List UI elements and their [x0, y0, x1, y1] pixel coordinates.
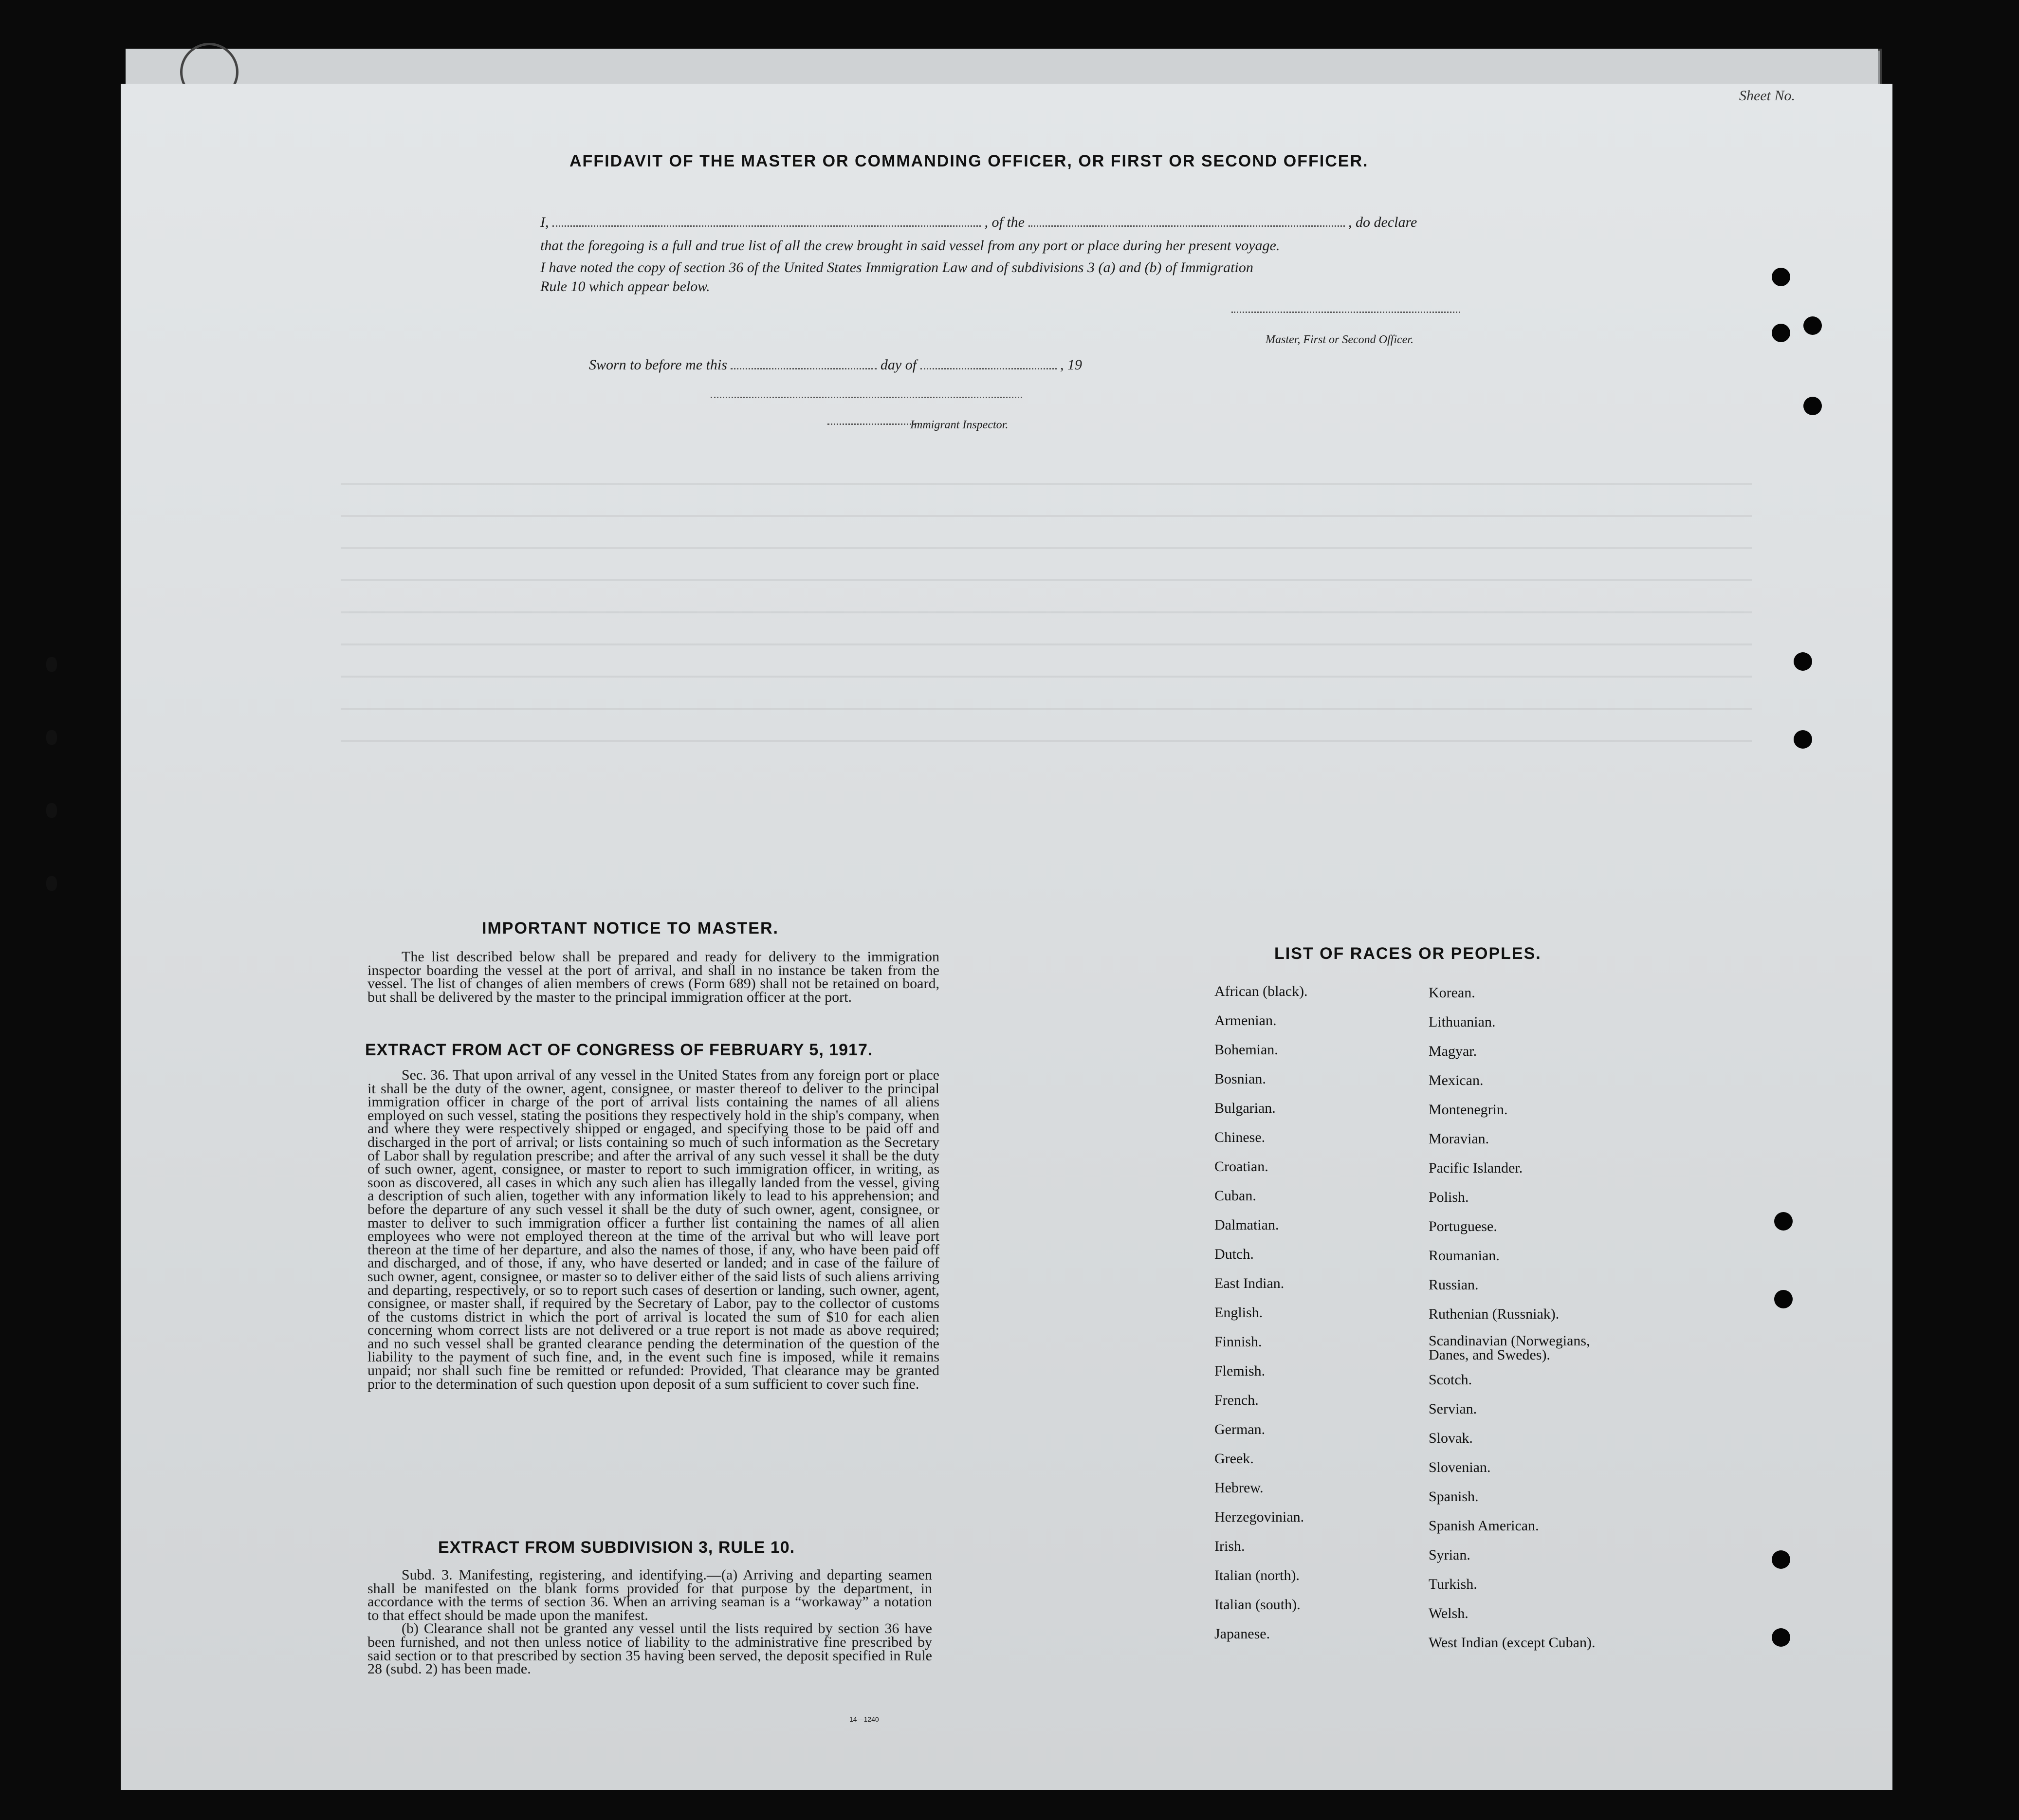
punch-hole-icon: [1803, 397, 1822, 415]
affidavit-line3: Rule 10 which appear below.: [540, 278, 710, 294]
race-right-item: Ruthenian (Russniak).: [1429, 1306, 1560, 1322]
race-right-item: Magyar.: [1429, 1043, 1477, 1059]
punch-hole-icon: [1772, 1550, 1790, 1569]
race-left-item: Italian (north).: [1214, 1567, 1300, 1583]
affidavit-line1: that the foregoing is a full and true list of all the crew brought in said vessel from any port or place during her present voyage.: [540, 238, 1280, 254]
race-left-item: French.: [1214, 1392, 1259, 1408]
extract-rule-text-a: Subd. 3. Manifesting, registering, and identifying.—(a) Arriving and departing seamen shall be manifested on the blank forms provided for that purpose by the department, in accordance with the terms of section 36. When an arriving seaman is a “workaway” a notation to that effect should be made upon the manifest.: [367, 1567, 932, 1623]
race-right-item: Slovenian.: [1429, 1459, 1491, 1475]
race-right-item: Syrian.: [1429, 1547, 1470, 1563]
race-right-item: West Indian (except Cuban).: [1429, 1635, 1596, 1651]
extract-rule-title: EXTRACT FROM SUBDIVISION 3, RULE 10.: [438, 1538, 795, 1557]
name-field[interactable]: [552, 225, 981, 227]
punch-hole-icon: [1794, 730, 1812, 749]
race-right-item: Welsh.: [1429, 1605, 1468, 1621]
race-left-item: Italian (south).: [1214, 1597, 1301, 1613]
race-left-item: German.: [1214, 1421, 1266, 1437]
form-number: 14—1240: [849, 1715, 879, 1723]
sworn-month-field[interactable]: [920, 368, 1057, 369]
race-right-item: Turkish.: [1429, 1576, 1477, 1592]
punch-hole-icon: [1774, 1212, 1793, 1231]
of-the-label: , of the: [984, 214, 1025, 230]
notice-section: [367, 950, 939, 1004]
binding-mark-icon: [46, 657, 57, 672]
punch-hole-icon: [1772, 324, 1790, 342]
vessel-field[interactable]: [1028, 225, 1345, 227]
races-left-column: [1214, 983, 1448, 1655]
sworn-day-field[interactable]: [731, 368, 877, 369]
race-left-item: English.: [1214, 1305, 1263, 1321]
race-right-item: Mexican.: [1429, 1072, 1484, 1088]
race-left-item: East Indian.: [1214, 1275, 1285, 1291]
notice-title: IMPORTANT NOTICE TO MASTER.: [482, 919, 779, 938]
race-left-item: Bulgarian.: [1214, 1100, 1276, 1116]
master-signature-label: Master, First or Second Officer.: [1266, 333, 1413, 346]
race-right-item: Pacific Islander.: [1429, 1160, 1523, 1176]
binding-mark-icon: [46, 803, 57, 818]
sheet-label: Sheet No.: [1739, 88, 1795, 104]
race-right-item: Polish.: [1429, 1189, 1469, 1205]
race-right-item: Russian.: [1429, 1277, 1479, 1293]
race-right-item: Lithuanian.: [1429, 1014, 1496, 1030]
extract-rule-text-b: (b) Clearance shall not be granted any vessel until the lists required by section 36 have been furnished, and not then unless notice of liability to the administrative fine prescribed by said section or to that prescribed by section 35 having been served, the deposit specified in Rule 28 (subd. 2) has been made.: [367, 1620, 932, 1677]
race-right-item: Montenegrin.: [1429, 1102, 1508, 1118]
race-right-item: Roumanian.: [1429, 1248, 1500, 1264]
inspector-signature-field-2[interactable]: [827, 423, 915, 425]
extract-act-title: EXTRACT FROM ACT OF CONGRESS OF FEBRUARY 5, 1917.: [365, 1041, 873, 1059]
affidavit-title: AFFIDAVIT OF THE MASTER OR COMMANDING OFFICER, OR FIRST OR SECOND OFFICER.: [569, 152, 1369, 170]
races-right-column: [1429, 986, 1662, 1657]
race-left-item: Irish.: [1214, 1538, 1245, 1554]
affidavit-declaration-line: [540, 214, 1489, 231]
race-left-item: Bosnian.: [1214, 1071, 1266, 1087]
race-left-item: Dutch.: [1214, 1246, 1254, 1262]
extract-act-text: Sec. 36. That upon arrival of any vessel in the United States from any foreign port or place it shall be the duty of the owner, agent, consignee, or master thereof to deliver to the principal immigration officer in charge of the port of arrival lists containing the names of all aliens employed on such vessel, stating the positions they respectively hold in the ship's company, when and where they were respectively shipped or engaged, and specifying those to be paid off and discharged in the port of arrival; or lists containing so much of such information as the Secretary of Labor shall by regulation prescribe; and after the arrival of any such vessel it shall be the duty of such owner, agent, consignee, or master to report to such immigration officer, in writing, as soon as discovered, all cases in which any such alien has illegally landed from the vessel, giving a description of such alien, together with any information likely to lead to his apprehension; and before the departure of any such vessel it shall be the duty of such owner, agent, consignee, or master to deliver to such immigration officer a further list containing the names of all alien employees who were not employed thereon at the time of the arrival but who will leave port thereon at the time of her departure, and also the names of those, if any, who have been paid off and discharged, and of those, if any, who have deserted or landed; and in case of the failure of such owner, agent, consignee, or master so to deliver either of the said lists of such aliens arriving and departing, respectively, or so to report such cases of desertion or landing, such owner, agent, consignee, or master shall, if required by the Secretary of Labor, pay to the collector of customs of the customs district in which the port of arrival is located the sum of $10 for each alien concerning whom correct lists are not delivered or a true report is not made as above required; and no such vessel shall be granted clearance pending the determination of the question of the liability to the payment of such fine, and, in the event such fine is imposed, while it remains unpaid; nor shall such fine be remitted or refunded: Provided, That clearance may be granted prior to the determination of such question upon deposit of a sum sufficient to cover such fine.: [367, 1067, 939, 1392]
i-label: I,: [540, 214, 549, 230]
race-right-item: Korean.: [1429, 985, 1475, 1001]
do-declare-label: , do declare: [1348, 214, 1417, 230]
races-title: LIST OF RACES OR PEOPLES.: [1274, 944, 1542, 963]
race-right-item: Spanish.: [1429, 1489, 1479, 1505]
punch-hole-icon: [1772, 268, 1790, 286]
race-left-item: Armenian.: [1214, 1012, 1277, 1029]
affidavit-line2: I have noted the copy of section 36 of the United States Immigration Law and of subdivisions 3 (a) and (b) of Immigration: [540, 259, 1253, 276]
race-right-item: Moravian.: [1429, 1131, 1489, 1147]
bleed-through-lines: [341, 453, 1752, 745]
race-left-item: Cuban.: [1214, 1188, 1256, 1204]
race-left-item: Hebrew.: [1214, 1480, 1264, 1496]
race-left-item: Finnish.: [1214, 1334, 1262, 1350]
extract-act-section: [367, 1068, 939, 1391]
punch-hole-icon: [1803, 316, 1822, 335]
binding-mark-icon: [46, 730, 57, 745]
race-left-item: Bohemian.: [1214, 1042, 1278, 1058]
notice-text: The list described below shall be prepared and ready for delivery to the immigration inspector boarding the vessel at the port of arrival, and shall in no instance be taken from the vessel. The list of changes of alien members of crews (Form 689) shall not be retained on board, but shall be delivered by the master to the principal immigration officer at the port.: [367, 949, 939, 1005]
race-left-item: African (black).: [1214, 983, 1308, 999]
race-left-item: Chinese.: [1214, 1129, 1266, 1145]
master-signature-field[interactable]: [1231, 312, 1460, 313]
race-right-item: Spanish American.: [1429, 1518, 1539, 1534]
race-left-item: Japanese.: [1214, 1626, 1270, 1642]
extract-rule-section: [367, 1568, 932, 1676]
race-right-item: Servian.: [1429, 1401, 1477, 1417]
sworn-line: [589, 357, 1082, 373]
race-left-item: Flemish.: [1214, 1363, 1266, 1379]
race-right-item: Portuguese.: [1429, 1218, 1497, 1234]
punch-hole-icon: [1794, 652, 1812, 671]
year-label: , 19: [1060, 357, 1083, 373]
race-right-item: Slovak.: [1429, 1430, 1473, 1446]
race-left-item: Greek.: [1214, 1451, 1254, 1467]
inspector-signature-field[interactable]: [711, 397, 1022, 398]
punch-hole-icon: [1774, 1290, 1793, 1308]
inspector-label: Immigrant Inspector.: [910, 419, 1009, 431]
race-left-item: Croatian.: [1214, 1158, 1268, 1175]
punch-hole-icon: [1772, 1628, 1790, 1647]
race-right-item: Scandinavian (Norwegians, Danes, and Swedes).: [1429, 1333, 1590, 1363]
race-left-item: Dalmatian.: [1214, 1217, 1279, 1233]
day-of-label: day of: [880, 357, 917, 373]
binding-mark-icon: [46, 876, 57, 891]
race-right-item: Scotch.: [1429, 1372, 1472, 1388]
sworn-label: Sworn to before me this: [589, 357, 727, 373]
race-left-item: Herzegovinian.: [1214, 1509, 1304, 1525]
